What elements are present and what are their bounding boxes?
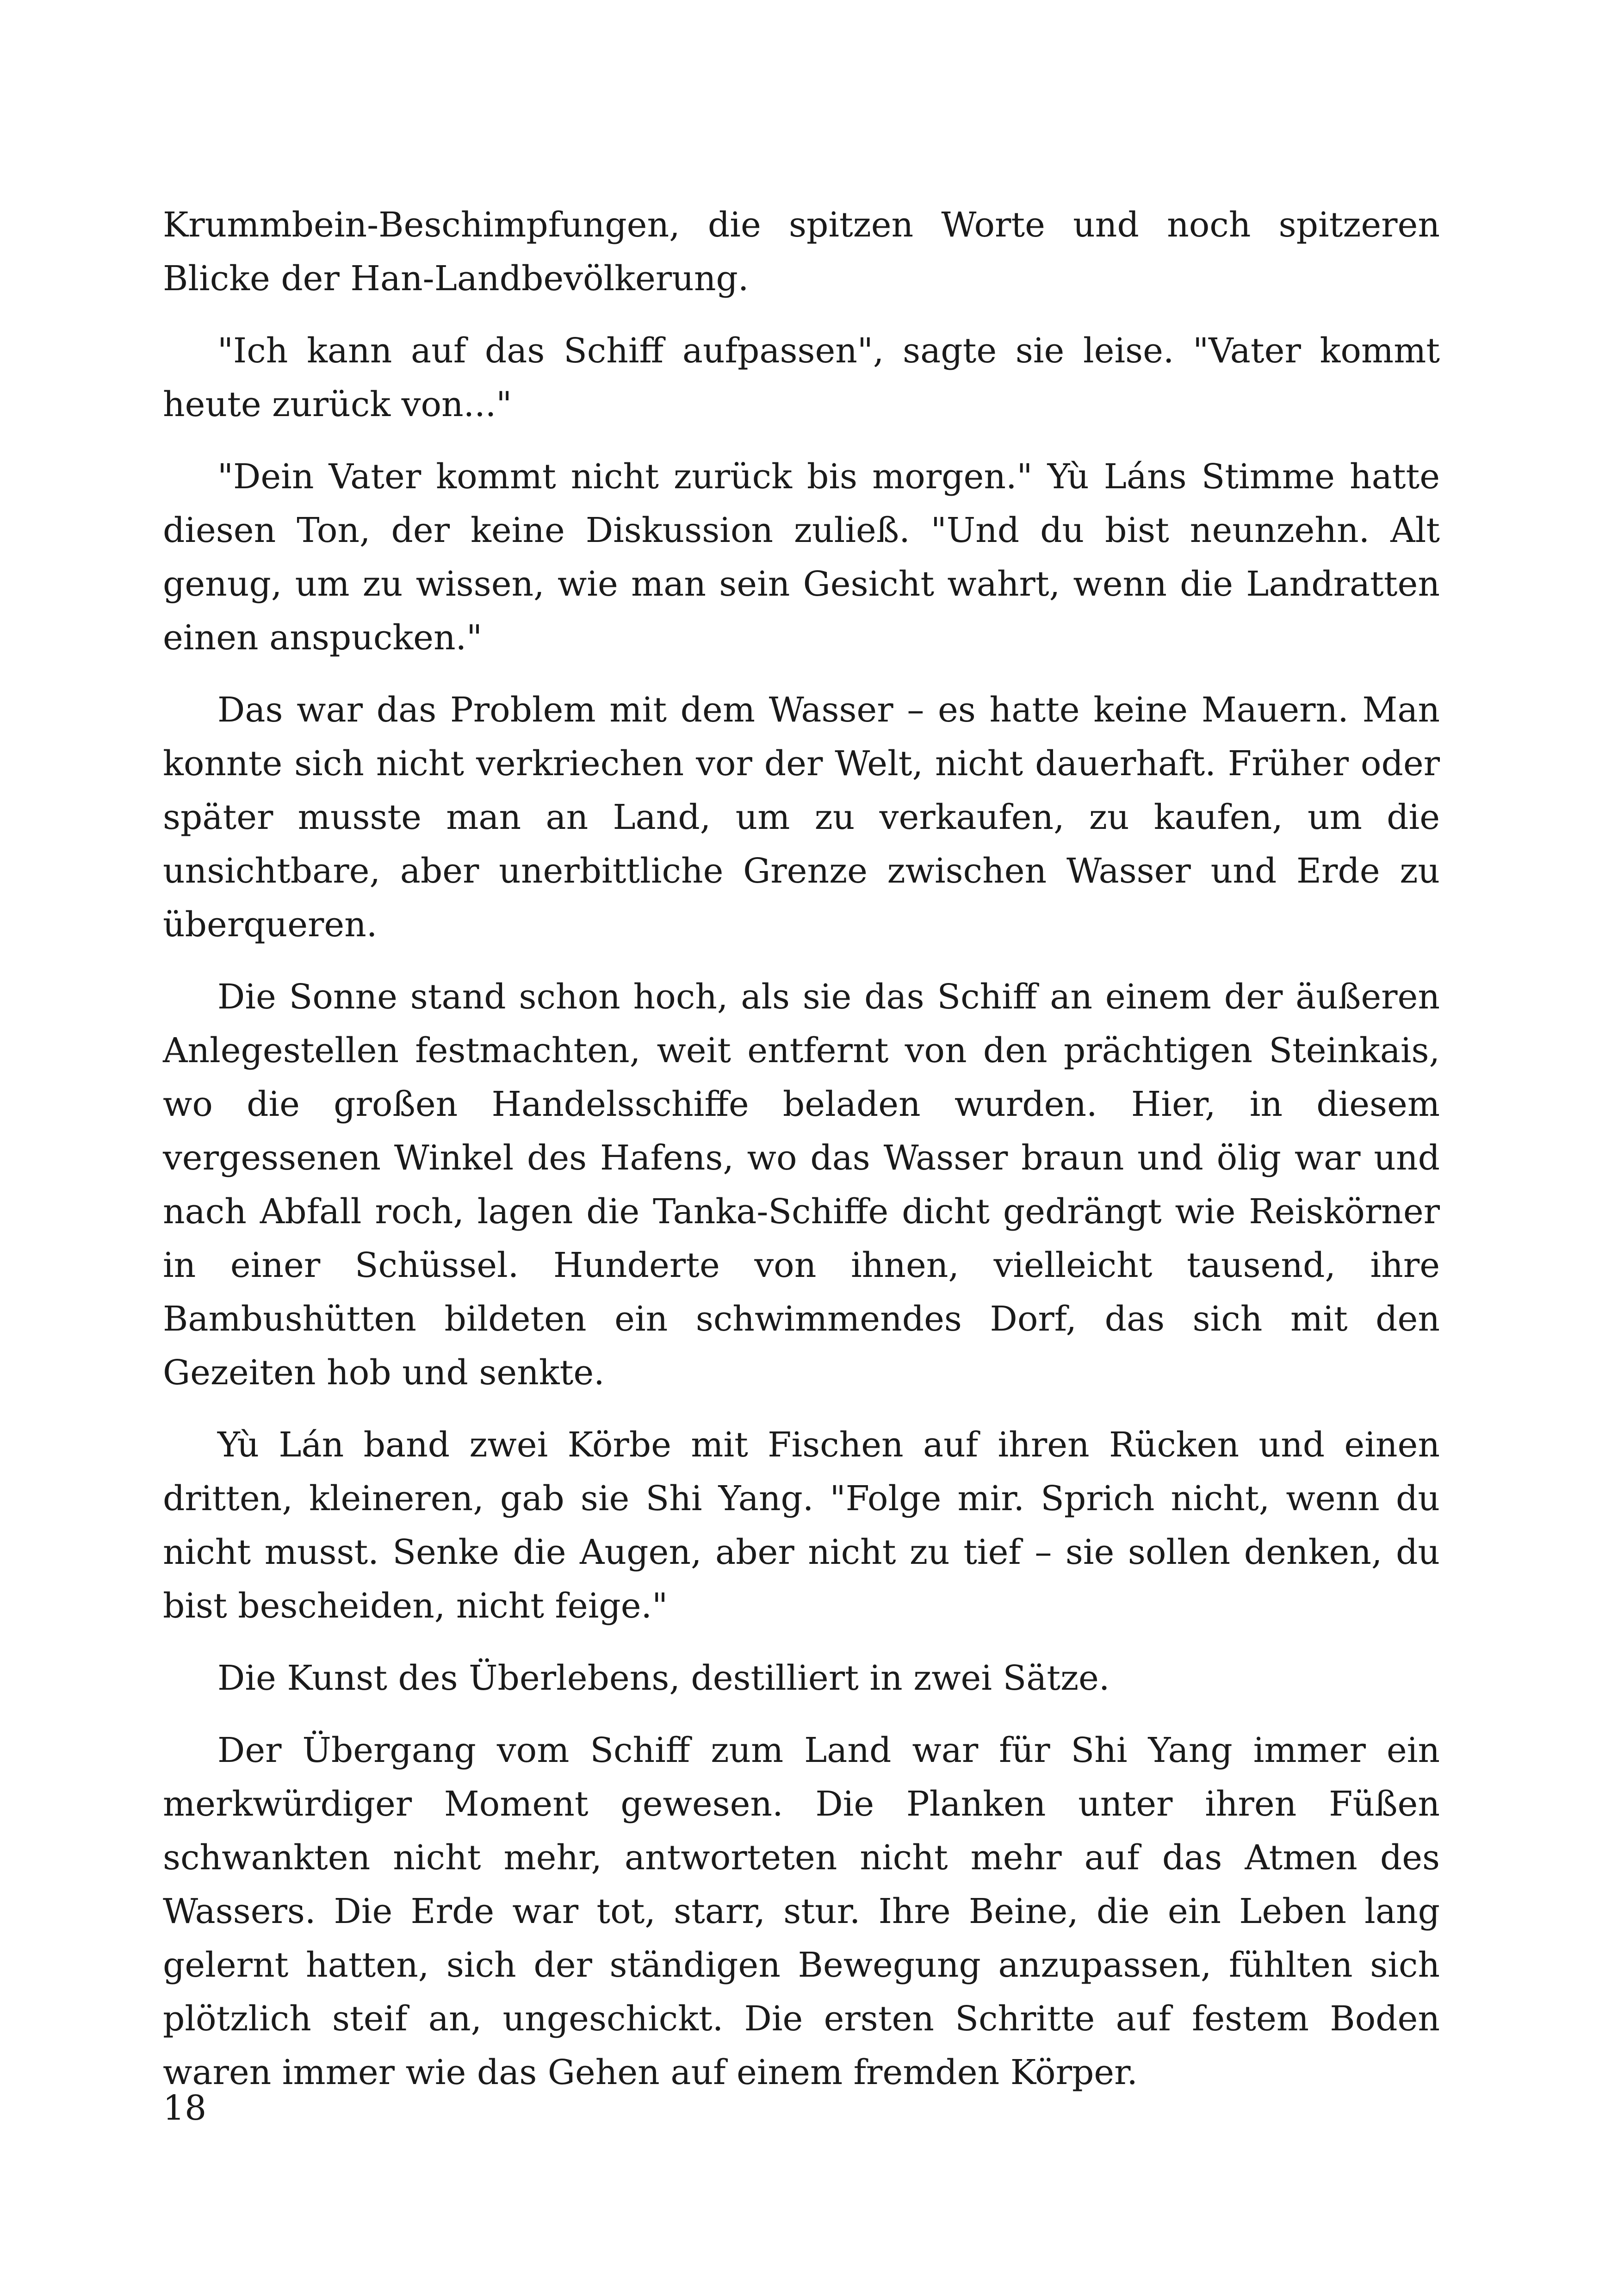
paragraph: Das war das Problem mit dem Wasser – es hatte keine Mauern. Man konnte sich nicht verkriechen vor der Welt, nicht dauerhaft. Früher oder später musste man an Land, um zu verkaufen, zu kaufen, um die unsichtbare, aber unerbittliche Grenze zwischen Wasser und Erde zu überqueren. [163, 690, 1440, 945]
paragraph: Krummbein-Beschimpfungen, die spitzen Worte und noch spitzeren Blicke der Han-Landbevölkerung. [163, 205, 1440, 299]
paragraph: "Dein Vater kommt nicht zurück bis morgen." Yù Láns Stimme hatte diesen Ton, der keine Diskussion zuließ. "Und du bist neunzehn. Alt genug, um zu wissen, wie man sein Gesicht wahrt, wenn die Landratten einen anspucken." [163, 457, 1440, 658]
body-text [163, 198, 1440, 2118]
paragraph: Der Übergang vom Schiff zum Land war für Shi Yang immer ein merkwürdiger Moment gewesen. Die Planken unter ihren Füßen schwankten nicht mehr, antworteten nicht mehr auf das Atmen des Wassers. Die Erde war tot, starr, stur. Ihre Beine, die ein Leben lang gelernt hatten, sich der ständigen Bewegung anzupassen, fühlten sich plötzlich steif an, ungeschickt. Die ersten Schritte auf festem Boden waren immer wie das Gehen auf einem fremden Körper. [163, 1730, 1440, 2092]
paragraph: Yù Lán band zwei Körbe mit Fischen auf ihren Rücken und einen dritten, kleineren, gab sie Shi Yang. "Folge mir. Sprich nicht, wenn du nicht musst. Senke die Augen, aber nicht zu tief – sie sollen denken, du bist bescheiden, nicht feige." [163, 1425, 1440, 1626]
paragraph: Die Kunst des Überlebens, destilliert in zwei Sätze. [217, 1658, 1110, 1698]
paragraph: "Ich kann auf das Schiff aufpassen", sagte sie leise. "Vater kommt heute zurück von..." [163, 331, 1440, 424]
paragraph: Die Sonne stand schon hoch, als sie das Schiff an einem der äußeren Anlegestellen festmachten, weit entfernt von den prächtigen Steinkais, wo die großen Handelsschiffe beladen wurden. Hier, in diesem vergessenen Winkel des Hafens, wo das Wasser braun und ölig war und nach Abfall roch, lagen die Tanka-Schiffe dicht gedrängt wie Reiskörner in einer Schüssel. Hunderte von ihnen, vielleicht tausend, ihre Bambushütten bildeten ein schwimmendes Dorf, das sich mit den Gezeiten hob und senkte. [163, 977, 1440, 1393]
page-number: 18 [163, 2088, 207, 2128]
